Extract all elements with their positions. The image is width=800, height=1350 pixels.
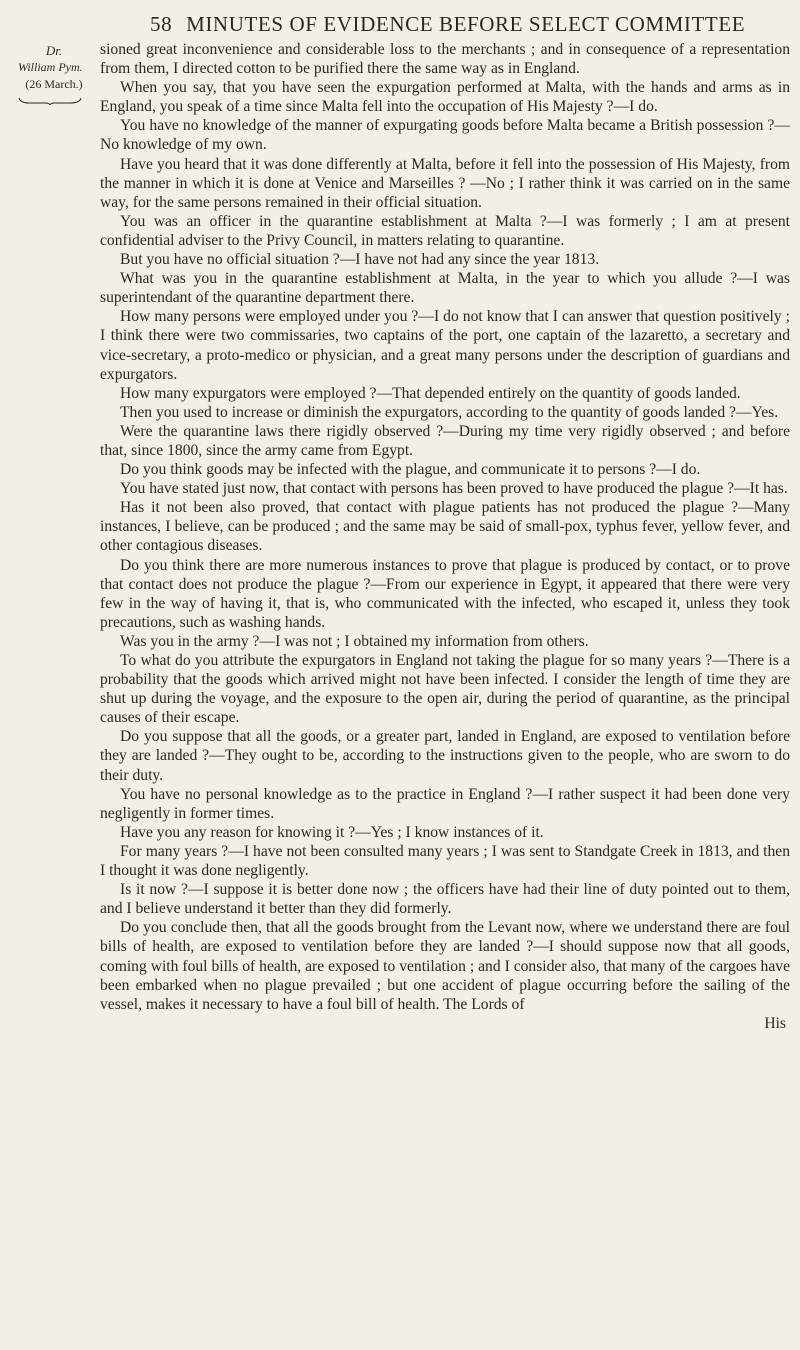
testimony-paragraph: Has it not been also proved, that contact with plague patients has not produced the plague ?—Many instances, I believe, can be produced ; and the same may be said of small-pox, typhus fever, yellow fever, and other contagious diseases. (100, 499, 790, 555)
side-note (18, 42, 90, 105)
testimony-paragraph: You was an officer in the quarantine establishment at Malta ?—I was formerly ; I am at present confidential adviser to the Privy Council, in matters relating to quarantine. (100, 212, 790, 249)
testimony-paragraph: Was you in the army ?—I was not ; I obtained my information from others. (120, 632, 589, 650)
brace-icon (18, 97, 82, 105)
testimony-paragraph: When you say, that you have seen the expurgation performed at Malta, with the hands and arms as in England, you speak of a time since Malta fell into the occupation of His Majesty ?—I do. (100, 79, 790, 116)
testimony-paragraph: Have you heard that it was done differently at Malta, before it fell into the possession of His Majesty, from the manner in which it is done at Venice and Marseilles ? —No ; I rather think it was carried on in the same way, for the same persons remained in their official situation. (100, 155, 790, 211)
testimony-paragraph: How many expurgators were employed ?—That depended entirely on the quantity of goods landed. (120, 384, 741, 402)
page-header (150, 12, 770, 37)
testimony-paragraph: Do you suppose that all the goods, or a greater part, landed in England, are exposed to ventilation before they are landed ?—They ought to be, according to the instructions given to the people, who are sworn to do their duty. (100, 728, 790, 784)
side-note-title: Dr. (45, 43, 63, 58)
testimony-paragraph: You have no knowledge of the manner of expurgating goods before Malta became a British possession ?—No knowledge of my own. (100, 117, 790, 154)
testimony-paragraph: Were the quarantine laws there rigidly observed ?—During my time very rigidly observed ; and before that, since 1800, since the army came from Egypt. (100, 422, 790, 459)
page-number: 58 (150, 12, 173, 36)
testimony-paragraph: You have stated just now, that contact with persons has been proved to have produced the plague ?—It has. (120, 480, 788, 498)
testimony-paragraph: Do you conclude then, that all the goods brought from the Levant now, where we understand there are foul bills of health, are exposed to ventilation before they are landed ?—I should suppose now that all goods, coming with foul bills of health, are exposed to ventilation ; and I consider also, that many of the cargoes have been embarked when no plague prevailed ; but one accident of plague occurring before the sailing of the vessel, makes it necessary to have a foul bill of health. The Lords of (100, 919, 790, 1013)
testimony-paragraph: Do you think there are more numerous instances to prove that plague is produced by contact, or to prove that contact does not produce the plague ?—From our experience in Egypt, it appeared that there were very few in the way of having it, that is, who communicated with the infected, who escaped it, unless they took precautions, such as washing hands. (100, 556, 790, 631)
testimony-paragraph: To what do you attribute the expurgators in England not taking the plague for so many years ?—There is a probability that the goods which arrived might not have been infected. I consider the length of time they are shut up during the voyage, and the exposure to the open air, during the period of quarantine, as the principal causes of their escape. (100, 652, 790, 727)
testimony-paragraph: Have you any reason for knowing it ?—Yes ; I know instances of it. (120, 823, 544, 841)
side-note-date: (26 March.) (25, 77, 83, 91)
side-note-witness: William Pym. (18, 60, 83, 74)
testimony-paragraph: Is it now ?—I suppose it is better done now ; the officers have had their line of duty pointed out to them, and I believe understand it better than they did formerly. (100, 881, 790, 918)
testimony-paragraph: Then you used to increase or diminish the expurgators, according to the quantity of goods landed ?—Yes. (120, 403, 779, 421)
testimony-paragraph: Do you think goods may be infected with the plague, and communicate it to persons ?—I do. (120, 461, 701, 479)
testimony-paragraph: For many years ?—I have not been consulted many years ; I was sent to Standgate Creek in 1813, and then I thought it was done negligently. (100, 842, 790, 880)
testimony-paragraph: How many persons were employed under you ?—I do not know that I can answer that question positively ; I think there were two commissaries, two captains of the port, one captain of the lazaretto, a secretary and vice-secretary, a proto-medico or physician, and a great many persons under the description of guardians and expurgators. (100, 308, 790, 383)
catchword: His (764, 1014, 786, 1032)
running-title: MINUTES OF EVIDENCE BEFORE SELECT COMMITTEE (186, 12, 746, 36)
testimony-paragraph: But you have no official situation ?—I have not had any since the year 1813. (120, 251, 600, 269)
testimony-paragraph: sioned great inconvenience and considerable loss to the merchants ; and in consequence of a representation from them, I directed cotton to be purified there the same way as in England. (100, 41, 790, 78)
testimony-paragraph: What was you in the quarantine establishment at Malta, in the year to which you allude ?—I was superintendant of the quarantine department there. (100, 270, 790, 307)
testimony-paragraph: You have no personal knowledge as to the practice in England ?—I rather suspect it had been done very negligently in former times. (100, 785, 790, 822)
testimony-text (100, 40, 790, 1033)
